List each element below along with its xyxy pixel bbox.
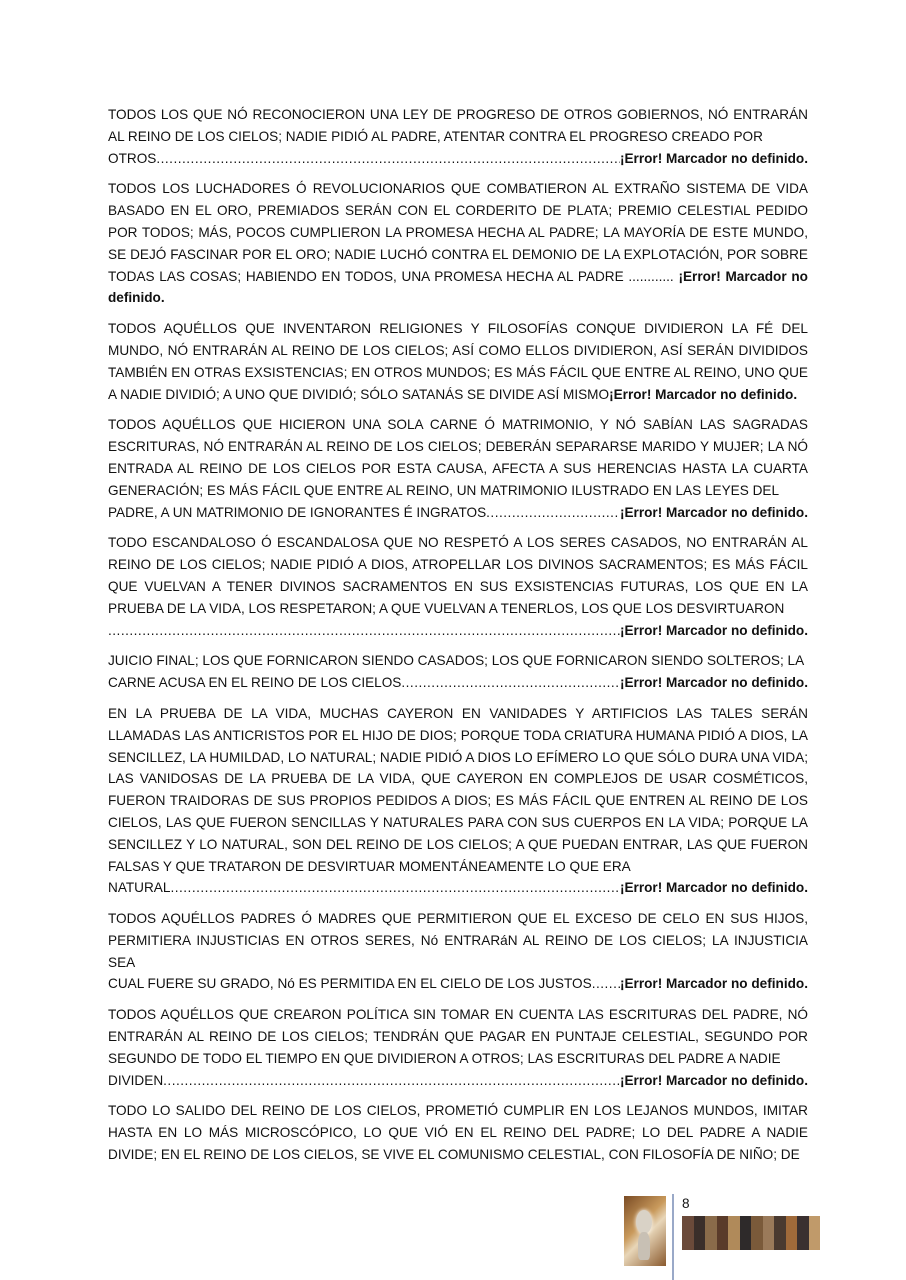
entry-text: TODOS AQUÉLLOS PADRES Ó MADRES QUE PERMITIERON QUE EL EXCESO DE CELO EN SUS HIJOS, PERMITIERA INJUSTICIAS EN OTROS SERES, Nó ENTRARáN AL REINO DE LOS CIELOS; LA INJUSTICIA SEA [108, 911, 808, 970]
strip-tile [774, 1216, 786, 1250]
toc-line [108, 502, 808, 524]
entry [108, 650, 808, 694]
entry-text: TODO LO SALIDO DEL REINO DE LOS CIELOS, PROMETIÓ CUMPLIR EN LOS LEJANOS MUNDOS, IMITAR HASTA EN LO MÁS MICROSCÓPICO, LO QUE VIÓ EN EL REINO DEL PADRE; LO DEL PADRE A NADIE DIVIDE; EN EL REINO DE LOS CIELOS, SE VIVE EL COMUNISMO CELESTIAL, CON FILOSOFÍA DE NIÑO; DE [108, 1103, 808, 1163]
figure-body-shape [638, 1232, 650, 1260]
strip-tile [728, 1216, 740, 1250]
toc-line [108, 877, 808, 899]
entry [108, 532, 808, 641]
strip-tile [740, 1216, 752, 1250]
error-marker: ¡Error! Marcador no definido. [619, 976, 808, 992]
entry-lead-text: PADRE, A UN MATRIMONIO DE IGNORANTES É INGRATOS [108, 504, 487, 520]
toc-line [108, 620, 808, 642]
error-marker: ¡Error! Marcador no definido. [619, 675, 808, 691]
dot-leader [163, 1070, 620, 1092]
error-marker: ¡Error! Marcador no definido. [619, 880, 808, 896]
error-marker: ¡Error! Marcador no definido. [619, 150, 808, 166]
dot-leader [401, 672, 620, 694]
lightbulb-figure-image [624, 1196, 666, 1266]
error-marker: ¡Error! Marcador no definido. [609, 386, 798, 402]
error-marker: ¡Error! Marcador no definido. [619, 504, 808, 520]
entry-lead-text: DIVIDEN [108, 1072, 164, 1088]
entry-lead-text: CUAL FUERE SU GRADO, Nó ES PERMITIDA EN EL CIELO DE LOS JUSTOS [108, 976, 592, 992]
entry [108, 703, 808, 899]
dot-leader [108, 620, 620, 642]
entry-lead-text: CARNE ACUSA EN EL REINO DE LOS CIELOS [108, 675, 402, 691]
entry-text: TODOS LOS QUE NÓ RECONOCIERON UNA LEY DE PROGRESO DE OTROS GOBIERNOS, NÓ ENTRARÁN AL REINO DE LOS CIELOS; NADIE PIDIÓ AL PADRE, ATENTAR CONTRA EL PROGRESO CREADO POR [108, 107, 808, 144]
entry [108, 104, 808, 169]
entry-text: EN LA PRUEBA DE LA VIDA, MUCHAS CAYERON EN VANIDADES Y ARTIFICIOS LAS TALES SERÁN LLAMADAS LAS ANTICRISTOS POR EL HIJO DE DIOS; PORQUE TODA CRIATURA HUMANA PIDIÓ A DIOS, LA SENCILLEZ, LA HUMILDAD, LO NATURAL; NADIE PIDIÓ A DIOS LO EFÍMERO LO QUE SÓLO DURA UNA VIDA; LAS VANIDOSAS DE LA PRUEBA DE LA VIDA, QUE CAYERON EN COMPLEJOS DE USAR COSMÉTICOS, FUERON TRAIDORAS DE SUS PROPIOS PEDIDOS A DIOS; ES MÁS FÁCIL QUE ENTREN AL REINO DE LOS CIELOS, LAS QUE FUERON SENCILLAS Y NATURALES PARA CON SUS CUERPOS EN LA VIDA; PORQUE LA SENCILLEZ Y LO NATURAL, SON DEL REINO DE LOS CIELOS; A QUE PUEDAN ENTRAR, LAS QUE FUERON FALSAS Y QUE TRATARON DE DESVIRTUAR MOMENTÁNEAMENTE LO QUE ERA [108, 705, 808, 874]
entry-lead-text: OTROS [108, 150, 157, 166]
entry [108, 414, 808, 523]
page-number: 8 [682, 1196, 690, 1211]
strip-tile [717, 1216, 729, 1250]
footer-image-strip [682, 1216, 820, 1250]
toc-line [108, 973, 808, 995]
dot-leader [170, 877, 619, 899]
strip-tile [694, 1216, 706, 1250]
entry-text: TODOS AQUÉLLOS QUE CREARON POLÍTICA SIN TOMAR EN CUENTA LAS ESCRITURAS DEL PADRE, NÓ ENTRARÁN AL REINO DE LOS CIELOS; TENDRÁN QUE PAGAR EN PUNTAJE CELESTIAL, SEGUNDO POR SEGUNDO DE TODO EL TIEMPO EN QUE DIVIDIERON A OTROS; LAS ESCRITURAS DEL PADRE A NADIE [108, 1007, 808, 1066]
entry [108, 908, 808, 995]
toc-line [108, 1070, 808, 1092]
entry [108, 178, 808, 309]
bulb-shape [636, 1210, 652, 1234]
entry-text: TODOS AQUÉLLOS QUE HICIERON UNA SOLA CARNE Ó MATRIMONIO, Y NÓ SABÍAN LAS SAGRADAS ESCRITURAS, NÓ ENTRARÁN AL REINO DE LOS CIELOS; DEBERÁN SEPARARSE MARIDO Y MUJER; LA NÓ ENTRADA AL REINO DE LOS CIELOS POR ESTA CAUSA, AFECTA A SUS HERENCIAS HASTA LA CUARTA GENERACIÓN; ES MÁS FÁCIL QUE ENTRE AL REINO, UN MATRIMONIO ILUSTRADO EN LAS LEYES DEL [108, 417, 808, 498]
entry-text: TODO ESCANDALOSO Ó ESCANDALOSA QUE NO RESPETÓ A LOS SERES CASADOS, NO ENTRARÁN AL REINO DE LOS CIELOS; NADIE PIDIÓ A DIOS, ATROPELLAR LOS DIVINOS SACRAMENTOS; ES MÁS FÁCIL QUE VUELVAN A TENER DIVINOS SACRAMENTOS EN SUS EXSISTENCIAS FUTURAS, LOS QUE EN LA PRUEBA DE LA VIDA, LOS RESPETARON; A QUE VUELVAN A TENERLOS, LOS QUE LOS DESVIRTUARON [108, 535, 808, 616]
strip-tile [797, 1216, 809, 1250]
entry-lead-text: NATURAL [108, 880, 171, 896]
page-footer [0, 1190, 906, 1280]
error-marker: ¡Error! Marcador no definido. [619, 1072, 808, 1088]
strip-tile [763, 1216, 775, 1250]
entry [108, 318, 808, 405]
entry-text: JUICIO FINAL; LOS QUE FORNICARON SIENDO CASADOS; LOS QUE FORNICARON SIENDO SOLTEROS; LA [108, 653, 805, 669]
dot-leader [486, 502, 620, 524]
strip-tile [751, 1216, 763, 1250]
error-marker: ¡Error! Marcador no definido. [108, 268, 808, 306]
strip-tile [705, 1216, 717, 1250]
entry-text: TODOS AQUÉLLOS QUE INVENTARON RELIGIONES Y FILOSOFÍAS CONQUE DIVIDIERON LA FÉ DEL MUNDO, NÓ ENTRARÁN AL REINO DE LOS CIELOS; ASÍ COMO ELLOS DIVIDIERON, ASÍ SERÁN DIVIDIDOS TAMBIÉN EN OTRAS EXSISTENCIAS; EN OTROS MUNDOS; ES MÁS FÁCIL QUE ENTRE AL REINO, UNO QUE A NADIE DIVIDIÓ; A UNO QUE DIVIDIÓ; SÓLO SATANÁS SE DIVIDE ASÍ MISMO [108, 321, 808, 402]
dot-leader [592, 973, 620, 995]
entry [108, 1100, 808, 1165]
dot-leader [156, 148, 620, 170]
strip-tile [682, 1216, 694, 1250]
entry [108, 1004, 808, 1091]
strip-tile [809, 1216, 821, 1250]
entry-text: TODOS LOS LUCHADORES Ó REVOLUCIONARIOS QUE COMBATIERON AL EXTRAÑO SISTEMA DE VIDA BASADO EN EL ORO, PREMIADOS SERÁN CON EL CORDERITO DE PLATA; PREMIO CELESTIAL PEDIDO POR TODOS; MÁS, POCOS CUMPLIERON LA PROMESA HECHA AL PADRE; LA MAYORÍA DE ESTE MUNDO, SE DEJÓ FASCINAR POR EL ORO; NADIE LUCHÓ CONTRA EL DEMONIO DE LA EXPLOTACIÓN, POR SOBRE TODAS LAS COSAS; HABIENDO EN TODOS, UNA PROMESA HECHA AL PADRE ............ [108, 181, 808, 284]
toc-line [108, 148, 808, 170]
error-marker: ¡Error! Marcador no definido. [619, 622, 808, 638]
footer-divider [672, 1194, 674, 1280]
document-body [108, 104, 808, 1175]
toc-line [108, 672, 808, 694]
strip-tile [786, 1216, 798, 1250]
